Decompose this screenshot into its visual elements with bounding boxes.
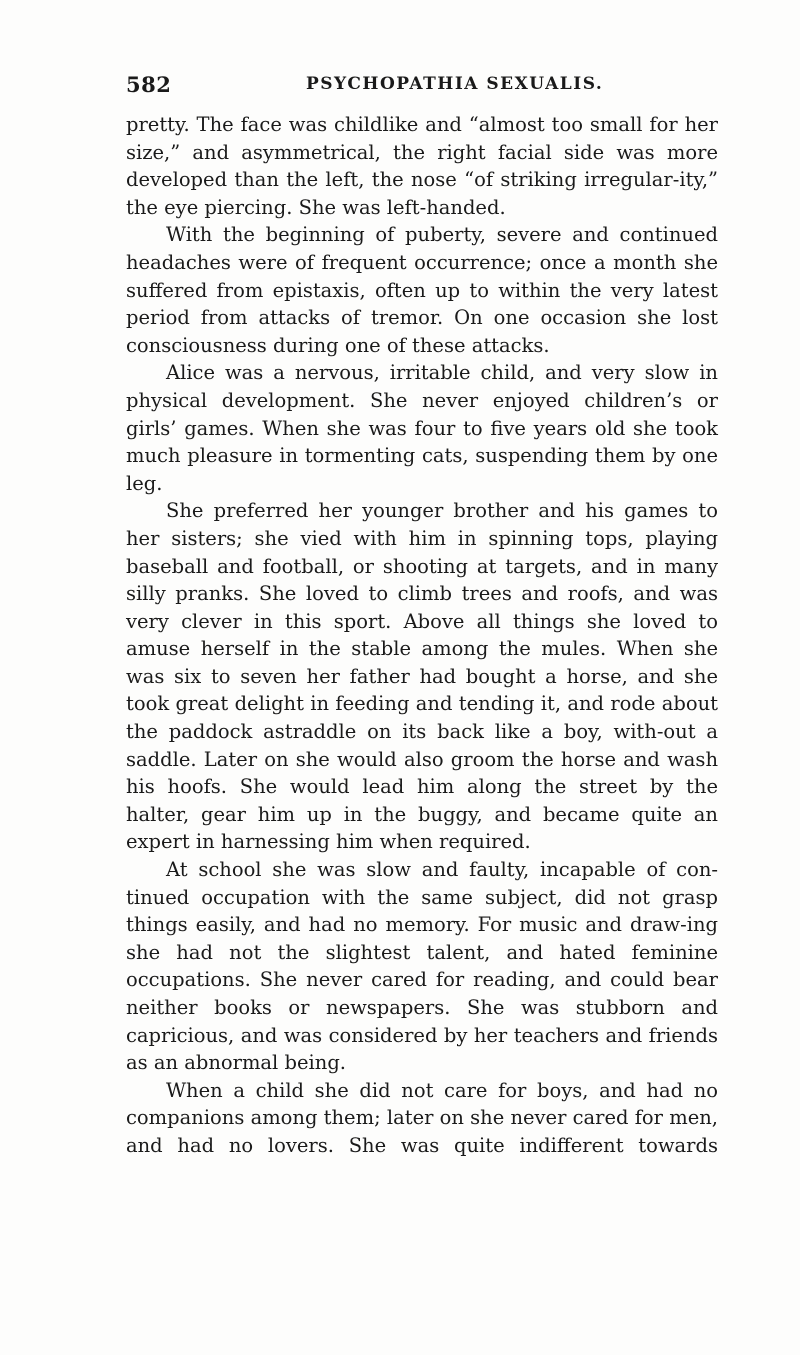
running-title: PSYCHOPATHIA SEXUALIS. [306, 74, 604, 94]
page-number: 582 [126, 72, 172, 97]
paragraph-4: She preferred her younger brother and his games to her sisters; she vied with him in spinning tops, playing baseball and football, or shooting at targets, and in many silly pranks. She loved to climb trees and roofs, and was very clever in this sport. Above all things she loved to amuse herself in the stable among the mules. When she was six to seven her father had bought a horse, and she took great delight in feeding and tending it, and rode about the paddock astraddle on its back like a boy, with-out a saddle. Later on she would also groom the horse and wash his hoofs. She would lead him along the street by the halter, gear him up in the buggy, and became quite an expert in harnessing him when required. [126, 499, 718, 854]
paragraph-3: Alice was a nervous, irritable child, and very slow in physical development. She never enjoyed children’s or girls’ games. When she was four to five years old she took much pleasure in tormenting cats, suspending them by one leg. [126, 361, 718, 495]
paragraph-1: pretty. The face was childlike and “almost too small for her size,” and asymmetrical, the right facial side was more developed than the left, the nose “of striking irregular-ity,” the eye piercing. She was left-handed. [126, 113, 718, 219]
body-text [126, 111, 718, 1160]
page-header [126, 72, 716, 106]
paragraph-2: With the beginning of puberty, severe and continued headaches were of frequent occurrence; once a month she suffered from epistaxis, often up to within the very latest period from attacks of tremor. On one occasion she lost consciousness during one of these attacks. [126, 223, 718, 357]
paragraph-5: At school she was slow and faulty, incapable of con-tinued occupation with the same subject, did not grasp things easily, and had no memory. For music and draw-ing she had not the slightest talent, and hated feminine occupations. She never cared for reading, and could bear neither books or newspapers. She was stubborn and capricious, and was considered by her teachers and friends as an abnormal being. [126, 858, 718, 1075]
paragraph-6: When a child she did not care for boys, and had no companions among them; later on she never cared for men, and had no lovers. She was quite indifferent towards [126, 1078, 718, 1157]
